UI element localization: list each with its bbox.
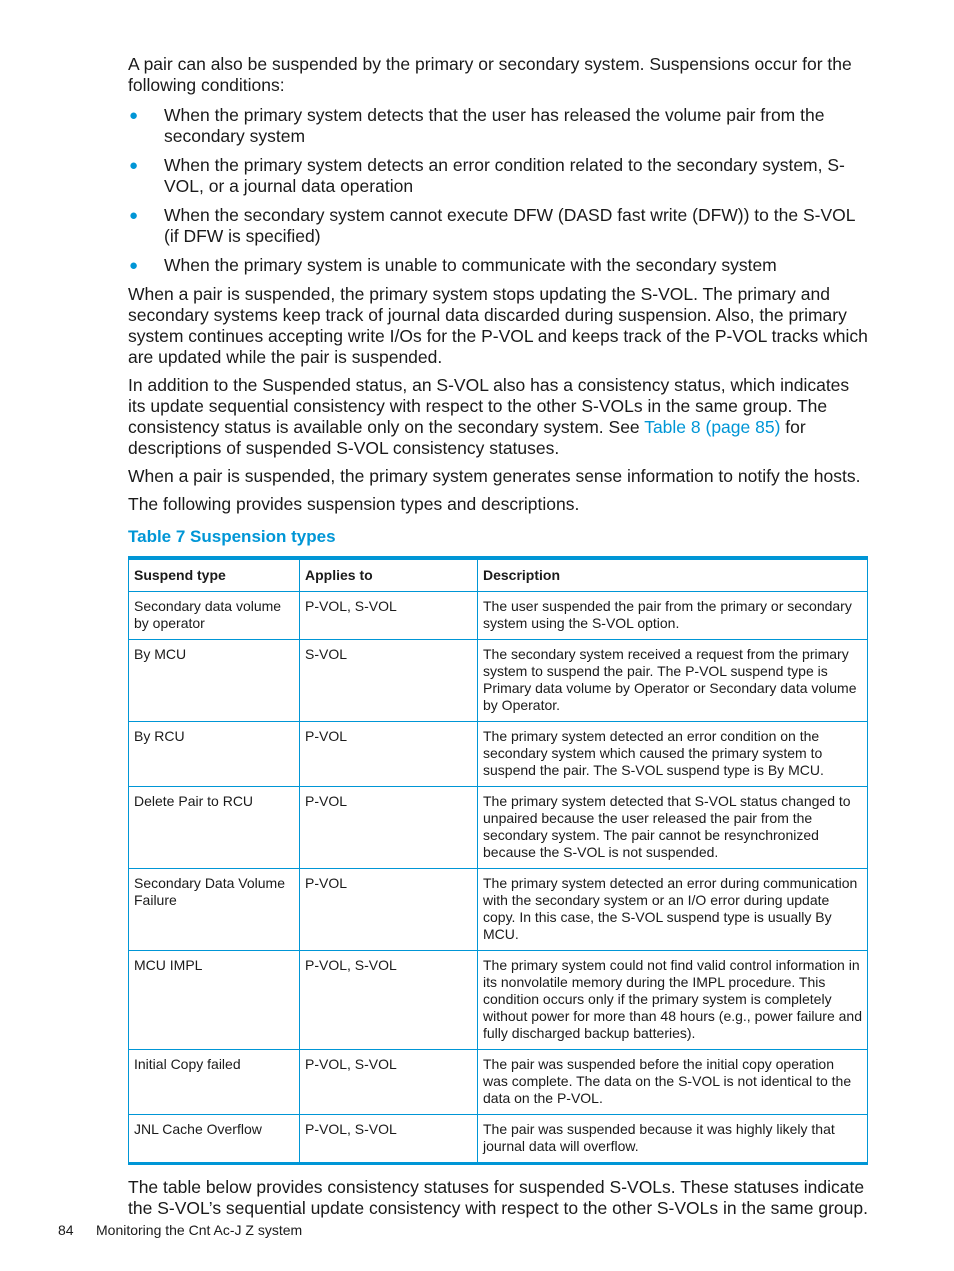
page-number: 84: [58, 1222, 74, 1238]
footer-section-title: Monitoring the Cnt Ac-J Z system: [96, 1222, 303, 1238]
cell-description: The primary system detected an error condition on the secondary system which caused the primary system to suspend the pair. The S-VOL suspend type is By MCU.: [478, 722, 868, 787]
cell-suspend-type: Initial Copy failed: [129, 1050, 300, 1115]
table-row: [129, 1050, 868, 1115]
table-row: [129, 1115, 868, 1164]
cell-description: The primary system detected that S-VOL status changed to unpaired because the user released the pair from the secondary system. The pair cannot be resynchronized because the S-VOL is not suspended.: [478, 787, 868, 869]
cell-description: The primary system detected an error during communication with the secondary system or an I/O error during update copy. In this case, the S-VOL suspend type is usually By MCU.: [478, 869, 868, 951]
cell-suspend-type: By MCU: [129, 640, 300, 722]
sense-info-paragraph: When a pair is suspended, the primary system generates sense information to notify the hosts.: [128, 466, 861, 486]
cell-description: The pair was suspended because it was highly likely that journal data will overflow.: [478, 1115, 868, 1164]
cell-suspend-type: Secondary Data Volume Failure: [129, 869, 300, 951]
bullet-icon: ●: [129, 207, 139, 224]
table-row: [129, 722, 868, 787]
table-8-link[interactable]: Table 8 (page 85): [644, 417, 781, 437]
table-row: [129, 592, 868, 640]
bullet-icon: ●: [129, 257, 139, 274]
list-item: ● When the primary system detects an error condition related to the secondary system, S-VOL, or a journal data operation: [129, 155, 845, 196]
cell-applies-to: P-VOL: [300, 869, 478, 951]
header-applies-to: Applies to: [300, 558, 478, 592]
header-suspend-type: Suspend type: [129, 558, 300, 592]
cell-applies-to: P-VOL, S-VOL: [300, 951, 478, 1050]
cell-description: The user suspended the pair from the primary or secondary system using the S-VOL option.: [478, 592, 868, 640]
table-row: [129, 787, 868, 869]
intro-paragraph: A pair can also be suspended by the primary or secondary system. Suspensions occur for the following conditions:: [128, 54, 852, 95]
cell-description: The secondary system received a request from the primary system to suspend the pair. The P-VOL suspend type is Primary data volume by Operator or Secondary data volume by Operator.: [478, 640, 868, 722]
closing-paragraph: The table below provides consistency statuses for suspended S-VOLs. These statuses indicate the S-VOL’s sequential update consistency with respect to the other S-VOLs in the same group.: [128, 1177, 868, 1218]
list-item: ● When the secondary system cannot execute DFW (DASD fast write (DFW)) to the S-VOL (if DFW is specified): [129, 205, 855, 246]
list-item: ● When the primary system detects that the user has released the volume pair from the secondary system: [129, 105, 825, 146]
cell-applies-to: P-VOL, S-VOL: [300, 1115, 478, 1164]
table-row: [129, 869, 868, 951]
cell-applies-to: S-VOL: [300, 640, 478, 722]
cell-applies-to: P-VOL, S-VOL: [300, 592, 478, 640]
cell-applies-to: P-VOL: [300, 787, 478, 869]
table-title: Table 7 Suspension types: [128, 527, 336, 546]
suspension-types-table: [128, 556, 868, 1165]
cell-suspend-type: MCU IMPL: [129, 951, 300, 1050]
cell-suspend-type: Delete Pair to RCU: [129, 787, 300, 869]
bullet-icon: ●: [129, 107, 139, 124]
table-row: [129, 951, 868, 1050]
list-item: ● When the primary system is unable to communicate with the secondary system: [129, 255, 777, 275]
table-intro-paragraph: The following provides suspension types and descriptions.: [128, 494, 580, 514]
cell-description: The pair was suspended before the initial copy operation was complete. The data on the S-VOL is not identical to the data on the P-VOL.: [478, 1050, 868, 1115]
cell-applies-to: P-VOL: [300, 722, 478, 787]
table-row: [129, 640, 868, 722]
consistency-paragraph: In addition to the Suspended status, an S-VOL also has a consistency status, which indicates its update sequential consistency with respect to the other S-VOLs in the same group. The consistency status is available only on the secondary system. See Table 8 (page 85) for descriptions of suspended S-VOL consistency statuses.: [128, 375, 850, 458]
suspension-conditions-list: [128, 105, 870, 276]
page-footer: [58, 1222, 302, 1238]
cell-suspend-type: JNL Cache Overflow: [129, 1115, 300, 1164]
cell-suspend-type: Secondary data volume by operator: [129, 592, 300, 640]
bullet-icon: ●: [129, 157, 139, 174]
cell-description: The primary system could not find valid control information in its nonvolatile memory during the IMPL procedure. This condition occurs only if the primary system is completely without power for more than 48 hours (e.g., power failure and fully discharged backup batteries).: [478, 951, 868, 1050]
table-header-row: [129, 558, 868, 592]
cell-suspend-type: By RCU: [129, 722, 300, 787]
cell-applies-to: P-VOL, S-VOL: [300, 1050, 478, 1115]
suspended-paragraph: When a pair is suspended, the primary system stops updating the S-VOL. The primary and secondary systems keep track of journal data discarded during suspension. Also, the primary system continues accepting write I/Os for the P-VOL and keeps track of the P-VOL tracks which are updated while the pair is suspended.: [128, 284, 868, 367]
page-body: [128, 54, 870, 1219]
header-description: Description: [478, 558, 868, 592]
